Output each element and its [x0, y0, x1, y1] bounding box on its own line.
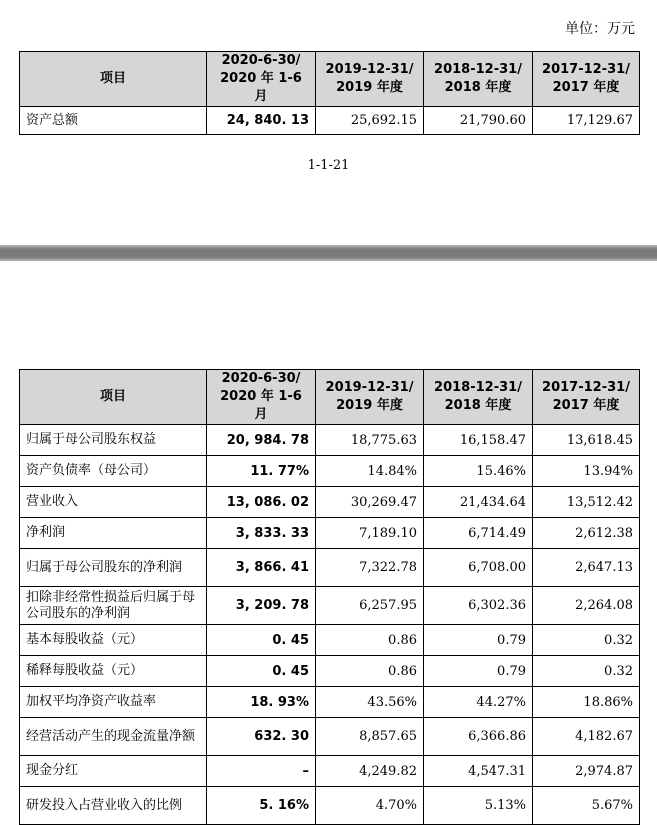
cell-2019: 25,692.15 [316, 107, 424, 135]
row-label: 归属于母公司股东权益 [20, 425, 207, 456]
table-row [20, 756, 640, 787]
financial-table-top [19, 51, 640, 135]
cell-2019: 4,249.82 [316, 756, 424, 787]
table-row [20, 487, 640, 518]
cell-2017: 17,129.67 [533, 107, 640, 135]
cell-2017: 13.94% [533, 456, 640, 487]
cell-2018: 15.46% [424, 456, 533, 487]
cell-2020: 11. 77% [207, 456, 316, 487]
cell-2018: 0.79 [424, 625, 533, 656]
cell-2019: 43.56% [316, 687, 424, 718]
page-number: 1-1-21 [307, 158, 350, 173]
cell-2019: 6,257.95 [316, 587, 424, 625]
row-label: 研发投入占营业收入的比例 [20, 787, 207, 825]
cell-2017: 2,647.13 [533, 549, 640, 587]
cell-2017: 0.32 [533, 625, 640, 656]
row-label: 资产总额 [20, 107, 207, 135]
cell-2019: 18,775.63 [316, 425, 424, 456]
page-divider [0, 245, 657, 261]
table-row [20, 518, 640, 549]
header-2019: 2019-12-31/ 2019 年度 [316, 370, 424, 425]
header-2020: 2020-6-30/ 2020 年 1-6 月 [207, 370, 316, 425]
cell-2020: 0. 45 [207, 656, 316, 687]
cell-2018: 6,302.36 [424, 587, 533, 625]
header-item: 项目 [20, 370, 207, 425]
cell-2017: 2,974.87 [533, 756, 640, 787]
table-row [20, 107, 640, 135]
cell-2019: 7,189.10 [316, 518, 424, 549]
header-2019: 2019-12-31/ 2019 年度 [316, 52, 424, 107]
cell-2019: 14.84% [316, 456, 424, 487]
cell-2017: 0.32 [533, 656, 640, 687]
cell-2020: 20, 984. 78 [207, 425, 316, 456]
cell-2020: 13, 086. 02 [207, 487, 316, 518]
row-label: 现金分红 [20, 756, 207, 787]
cell-2018: 4,547.31 [424, 756, 533, 787]
cell-2017: 13,512.42 [533, 487, 640, 518]
unit-label: 单位：万元 [565, 21, 635, 37]
table-row [20, 549, 640, 587]
row-label: 基本每股收益（元） [20, 625, 207, 656]
cell-2018: 16,158.47 [424, 425, 533, 456]
cell-2020: 18. 93% [207, 687, 316, 718]
cell-2017: 2,264.08 [533, 587, 640, 625]
header-2020: 2020-6-30/ 2020 年 1-6 月 [207, 52, 316, 107]
cell-2020: 3, 866. 41 [207, 549, 316, 587]
cell-2020: 3, 209. 78 [207, 587, 316, 625]
cell-2018: 6,366.86 [424, 718, 533, 756]
cell-2019: 8,857.65 [316, 718, 424, 756]
cell-2018: 6,708.00 [424, 549, 533, 587]
header-2017: 2017-12-31/ 2017 年度 [533, 52, 640, 107]
cell-2017: 5.67% [533, 787, 640, 825]
cell-2020: 5. 16% [207, 787, 316, 825]
cell-2018: 44.27% [424, 687, 533, 718]
cell-2019: 0.86 [316, 625, 424, 656]
row-label: 归属于母公司股东的净利润 [20, 549, 207, 587]
table-row [20, 456, 640, 487]
row-label: 经营活动产生的现金流量净额 [20, 718, 207, 756]
table-row [20, 718, 640, 756]
cell-2017: 13,618.45 [533, 425, 640, 456]
table-row [20, 425, 640, 456]
cell-2017: 18.86% [533, 687, 640, 718]
cell-2020: 0. 45 [207, 625, 316, 656]
header-2018: 2018-12-31/ 2018 年度 [424, 52, 533, 107]
cell-2019: 0.86 [316, 656, 424, 687]
header-2018: 2018-12-31/ 2018 年度 [424, 370, 533, 425]
cell-2020: 24, 840. 13 [207, 107, 316, 135]
row-label: 稀释每股收益（元） [20, 656, 207, 687]
header-2017: 2017-12-31/ 2017 年度 [533, 370, 640, 425]
row-label: 加权平均净资产收益率 [20, 687, 207, 718]
row-label: 净利润 [20, 518, 207, 549]
table-header-row [20, 370, 640, 425]
cell-2018: 21,434.64 [424, 487, 533, 518]
cell-2018: 5.13% [424, 787, 533, 825]
header-item: 项目 [20, 52, 207, 107]
cell-2018: 21,790.60 [424, 107, 533, 135]
cell-2020: 3, 833. 33 [207, 518, 316, 549]
cell-2020: 632. 30 [207, 718, 316, 756]
cell-2019: 4.70% [316, 787, 424, 825]
cell-2018: 6,714.49 [424, 518, 533, 549]
financial-table-main [19, 369, 640, 825]
cell-2017: 2,612.38 [533, 518, 640, 549]
cell-2019: 7,322.78 [316, 549, 424, 587]
table-row [20, 787, 640, 825]
row-label: 资产负债率（母公司） [20, 456, 207, 487]
row-label: 营业收入 [20, 487, 207, 518]
cell-2020: – [207, 756, 316, 787]
cell-2019: 30,269.47 [316, 487, 424, 518]
table-row [20, 687, 640, 718]
row-label: 扣除非经常性损益后归属于母公司股东的净利润 [20, 587, 207, 625]
table-header-row [20, 52, 640, 107]
table-row [20, 656, 640, 687]
cell-2017: 4,182.67 [533, 718, 640, 756]
table-row [20, 587, 640, 625]
table-row [20, 625, 640, 656]
cell-2018: 0.79 [424, 656, 533, 687]
